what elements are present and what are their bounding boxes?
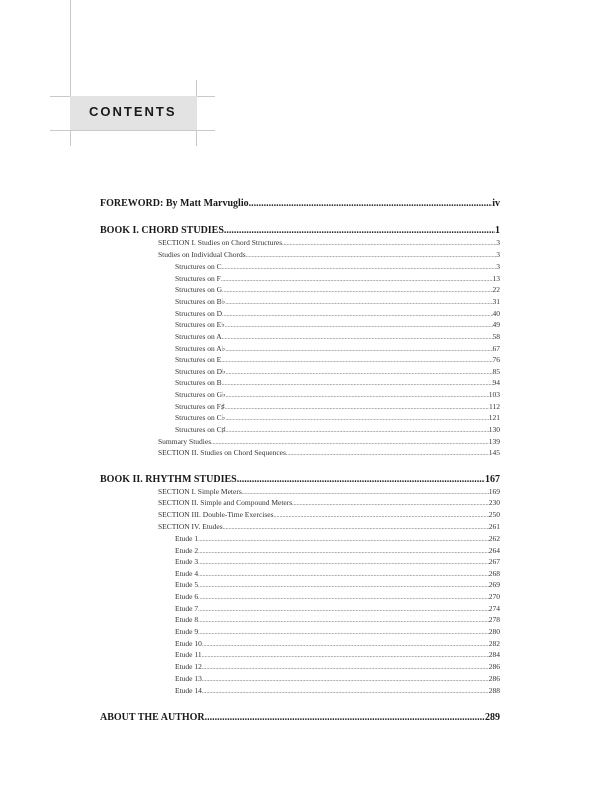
toc-entry-title: Structures on G♭	[175, 390, 226, 399]
dot-leader	[198, 607, 489, 613]
toc-entry-title: Etude 4	[175, 569, 199, 578]
toc-entry-sub	[175, 569, 500, 578]
dot-leader	[222, 288, 492, 294]
toc-entry-title: Etude 5	[175, 580, 199, 589]
toc-entry-sub	[175, 557, 500, 566]
toc-entry-title: SECTION II. Simple and Compound Meters	[158, 498, 293, 507]
toc-entry-title: Etude 11	[175, 650, 202, 659]
toc-entry-page: 280	[488, 627, 500, 636]
toc-entry-page: 112	[489, 402, 500, 411]
toc-entry-sub	[175, 378, 500, 387]
toc-entry-page: 22	[492, 285, 500, 294]
toc-entry-sub	[175, 546, 500, 555]
dot-leader	[202, 677, 489, 683]
toc-entry-page: 284	[488, 650, 500, 659]
dot-leader	[246, 253, 497, 259]
toc-entry-page: 278	[488, 615, 500, 624]
toc-entry-page: 261	[488, 522, 500, 531]
toc-entry-title: Structures on E♭	[175, 320, 225, 329]
toc-entry-section	[158, 437, 500, 446]
dot-leader	[205, 712, 485, 723]
dot-leader	[221, 358, 492, 364]
toc-entry-sub	[175, 309, 500, 318]
toc-entry-title: Etude 2	[175, 546, 199, 555]
toc-entry-page: 1	[495, 225, 500, 236]
toc-entry-title: Structures on A	[175, 332, 222, 341]
dot-leader	[198, 630, 489, 636]
toc-entry-title: ABOUT THE AUTHOR	[100, 712, 205, 723]
toc-entry-sub	[175, 604, 500, 613]
toc-entry-page: 13	[492, 274, 500, 283]
toc-entry-page: 268	[488, 569, 500, 578]
toc-entry-title: Etude 7	[175, 604, 199, 613]
toc-entry-page: 121	[488, 413, 500, 422]
toc-entry-page: 286	[488, 674, 500, 683]
dot-leader	[282, 241, 496, 247]
toc-entry-page: 274	[488, 604, 500, 613]
toc-entry-page: 58	[492, 332, 500, 341]
toc-entry-sub	[175, 355, 500, 364]
dot-leader	[225, 405, 489, 411]
dot-leader	[198, 572, 489, 578]
dot-leader	[198, 537, 489, 543]
toc-entry-title: Structures on F	[175, 274, 221, 283]
toc-entry-page: 270	[488, 592, 500, 601]
dot-leader	[226, 393, 489, 399]
toc-entry-title: Structures on B♭	[175, 297, 226, 306]
toc-entry-title: SECTION III. Double-Time Exercises	[158, 510, 274, 519]
toc-entry-sub	[175, 413, 500, 422]
toc-entry-page: 94	[492, 378, 500, 387]
toc-entry-sub	[175, 285, 500, 294]
toc-entry-title: Etude 14	[175, 686, 202, 695]
dot-leader	[221, 277, 493, 283]
dot-leader	[242, 490, 489, 496]
dot-leader	[202, 653, 489, 659]
dot-leader	[222, 265, 497, 271]
toc-entry-page: iv	[492, 198, 500, 209]
dot-leader	[237, 474, 485, 485]
toc-entry-title: Structures on A♭	[175, 344, 226, 353]
toc-entry-page: 288	[488, 686, 500, 695]
toc-entry-title: Etude 1	[175, 534, 199, 543]
toc-entry-title: FOREWORD: By Matt Marvuglio	[100, 198, 249, 209]
toc-entry-title: Structures on G	[175, 285, 223, 294]
dot-leader	[202, 689, 489, 695]
dot-leader	[198, 583, 489, 589]
toc-entry-sub	[175, 650, 500, 659]
toc-entry-page: 49	[492, 320, 500, 329]
toc-entry-section	[158, 510, 500, 519]
toc-entry-sub	[175, 332, 500, 341]
toc-entry-page: 269	[488, 580, 500, 589]
dot-leader	[198, 595, 489, 601]
dot-leader	[198, 618, 489, 624]
toc-entry-sub	[175, 592, 500, 601]
toc-entry-sub	[175, 662, 500, 671]
toc-entry-title: BOOK II. RHYTHM STUDIES	[100, 474, 237, 485]
toc-entry-sub	[175, 425, 500, 434]
toc-entry-title: Structures on F♯	[175, 402, 225, 411]
dot-leader	[286, 451, 489, 457]
toc-entry-title: Structures on B	[175, 378, 222, 387]
toc-entry-sub	[175, 367, 500, 376]
dot-leader	[223, 525, 489, 531]
toc-entry-title: Etude 6	[175, 592, 199, 601]
toc-entry-section	[158, 487, 500, 496]
dot-leader	[249, 198, 493, 209]
toc-entry-title: Etude 9	[175, 627, 199, 636]
toc-entry-major	[100, 198, 500, 209]
toc-entry-page: 103	[488, 390, 500, 399]
toc-entry-major	[100, 225, 500, 236]
toc-entry-title: SECTION I. Simple Meters	[158, 487, 242, 496]
dot-leader	[274, 513, 489, 519]
toc-entry-sub	[175, 344, 500, 353]
toc-entry-page: 145	[488, 448, 500, 457]
toc-entry-section	[158, 238, 500, 247]
dot-leader	[222, 335, 493, 341]
toc-entry-page: 262	[488, 534, 500, 543]
toc-entry-section	[158, 498, 500, 507]
toc-entry-sub	[175, 639, 500, 648]
toc-entry-title: Etude 13	[175, 674, 202, 683]
toc-entry-title: SECTION II. Studies on Chord Sequences	[158, 448, 286, 457]
dot-leader	[226, 370, 493, 376]
toc-entry-page: 3	[496, 262, 500, 271]
dot-leader	[202, 642, 489, 648]
toc-entry-title: SECTION IV. Etudes	[158, 522, 223, 531]
toc-entry-page: 85	[492, 367, 500, 376]
toc-entry-page: 289	[485, 712, 500, 723]
toc-entry-page: 3	[496, 238, 500, 247]
dot-leader	[225, 300, 492, 306]
toc-entry-title: Summary Studies	[158, 437, 212, 446]
toc-entry-page: 282	[488, 639, 500, 648]
toc-entry-sub	[175, 615, 500, 624]
toc-entry-sub	[175, 534, 500, 543]
toc-entry-page: 76	[492, 355, 500, 364]
dot-leader	[198, 560, 489, 566]
toc-entry-page: 230	[488, 498, 500, 507]
dot-leader	[202, 665, 489, 671]
dot-leader	[198, 549, 489, 555]
toc-entry-page: 40	[492, 309, 500, 318]
toc-entry-sub	[175, 686, 500, 695]
toc-entry-page: 130	[488, 425, 500, 434]
dot-leader	[225, 416, 489, 422]
toc-entry-page: 264	[488, 546, 500, 555]
toc-entry-title: Studies on Individual Chords	[158, 250, 246, 259]
toc-entry-title: BOOK I. CHORD STUDIES	[100, 225, 224, 236]
toc-entry-sub	[175, 627, 500, 636]
toc-entry-page: 167	[485, 474, 500, 485]
toc-entry-title: Etude 12	[175, 662, 202, 671]
toc-entry-section	[158, 522, 500, 531]
toc-entry-section	[158, 448, 500, 457]
toc-entry-page: 267	[488, 557, 500, 566]
toc-entry-page: 169	[488, 487, 500, 496]
dot-leader	[222, 312, 492, 318]
toc-entry-title: Etude 10	[175, 639, 202, 648]
toc-entry-major	[100, 712, 500, 723]
dot-leader	[224, 225, 495, 236]
toc-entry-page: 250	[488, 510, 500, 519]
dot-leader	[225, 347, 492, 353]
toc-entry-sub	[175, 297, 500, 306]
dot-leader	[225, 323, 493, 329]
toc-entry-title: Structures on D	[175, 309, 223, 318]
toc-entry-title: Structures on D♭	[175, 367, 226, 376]
dot-leader	[222, 381, 493, 387]
toc-entry-page: 3	[496, 250, 500, 259]
toc-entry-sub	[175, 390, 500, 399]
toc-entry-title: Structures on E	[175, 355, 222, 364]
dot-leader	[225, 428, 488, 434]
toc-entry-major	[100, 474, 500, 485]
page-title: CONTENTS	[89, 104, 177, 119]
toc-entry-section	[158, 250, 500, 259]
toc-entry-sub	[175, 274, 500, 283]
toc-entry-sub	[175, 320, 500, 329]
toc-entry-page: 31	[492, 297, 500, 306]
frame-line-horizontal-bottom	[50, 130, 215, 131]
dot-leader	[292, 501, 489, 507]
toc-entry-sub	[175, 580, 500, 589]
toc-entry-page: 67	[492, 344, 500, 353]
toc-entry-sub	[175, 674, 500, 683]
toc-entry-title: SECTION I. Studies on Chord Structures	[158, 238, 283, 247]
toc-entry-title: Structures on C♯	[175, 425, 226, 434]
toc-entry-page: 139	[488, 437, 500, 446]
toc-entry-title: Etude 3	[175, 557, 199, 566]
toc-entry-sub	[175, 262, 500, 271]
toc-entry-title: Structures on C	[175, 262, 222, 271]
toc-entry-sub	[175, 402, 500, 411]
toc-entry-title: Etude 8	[175, 615, 199, 624]
dot-leader	[211, 440, 489, 446]
toc-entry-title: Structures on C♭	[175, 413, 226, 422]
toc-entry-page: 286	[488, 662, 500, 671]
